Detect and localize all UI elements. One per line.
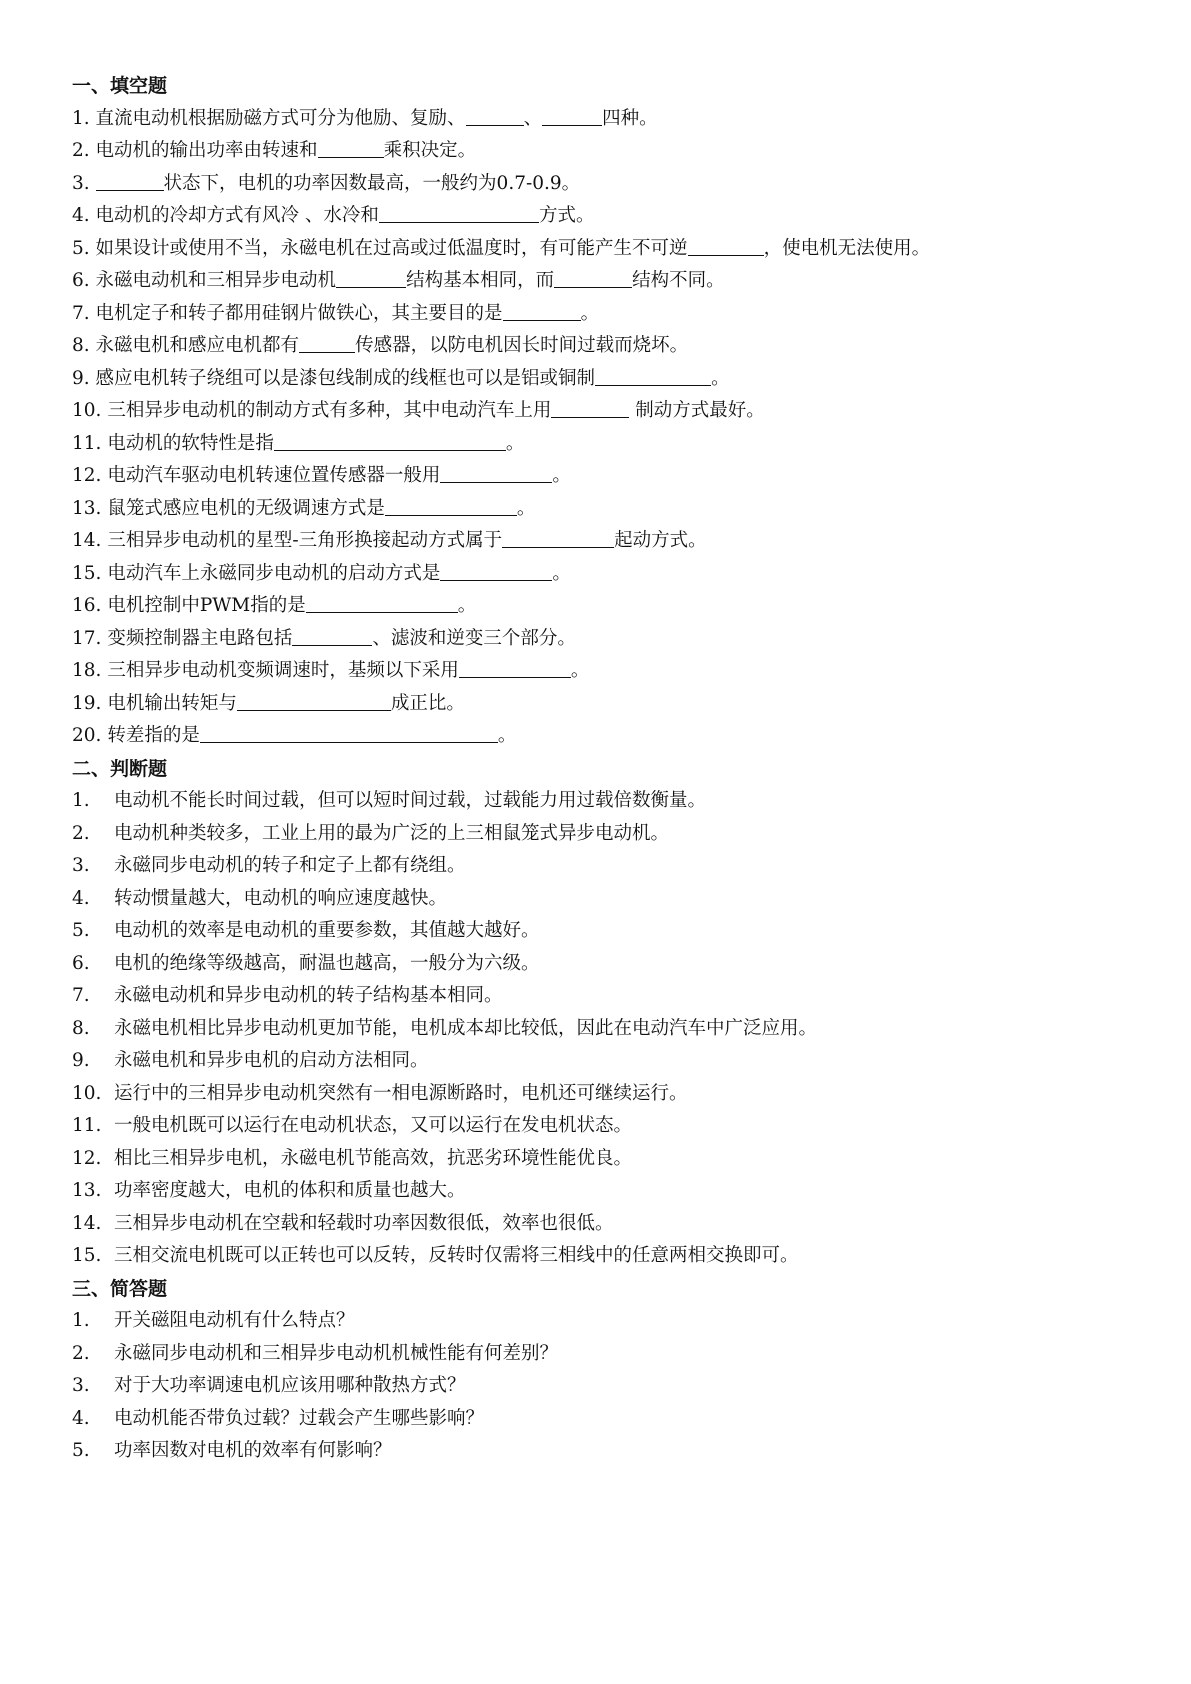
sa-item-1 xyxy=(72,1305,1152,1338)
answer-blank[interactable] xyxy=(554,268,632,288)
item-text: 。 xyxy=(552,465,571,486)
fill-item-9 xyxy=(72,363,1152,396)
fill-item-6 xyxy=(72,265,1152,298)
item-text: ，使电机无法使用。 xyxy=(763,237,931,259)
item-text: 起动方式。 xyxy=(614,530,707,551)
sa-item-5 xyxy=(72,1435,1152,1468)
fill-in-list xyxy=(72,103,1152,753)
answer-blank[interactable] xyxy=(459,658,571,678)
item-text: 电动汽车上永磁同步电动机的启动方式是 xyxy=(107,562,441,584)
item-text: 乘积决定。 xyxy=(383,140,477,161)
item-text: 状态下，电机的功率因数最高，一般约为0.7-0.9。 xyxy=(163,172,581,194)
item-text: 开关磁阻电动机有什么特点？ xyxy=(114,1310,355,1331)
item-text: 。 xyxy=(505,432,525,454)
answer-blank[interactable] xyxy=(237,691,391,711)
item-text: 功率密度越大，电机的体积和质量也越大。 xyxy=(114,1180,466,1201)
answer-blank[interactable] xyxy=(379,203,539,223)
exam-page xyxy=(72,70,1152,1468)
answer-blank[interactable] xyxy=(466,106,524,126)
tf-item-3 xyxy=(72,850,1152,883)
item-number: 1. xyxy=(72,1310,90,1331)
tf-item-11 xyxy=(72,1110,1152,1143)
item-text: 相比三相异步电机，永磁电机节能高效，抗恶劣环境性能优良。 xyxy=(114,1147,633,1169)
item-number: 2. xyxy=(72,822,90,844)
item-number: 6. xyxy=(72,952,90,974)
item-number: 1. xyxy=(72,107,90,129)
fill-item-7 xyxy=(72,298,1152,331)
answer-blank[interactable] xyxy=(551,398,629,418)
answer-blank[interactable] xyxy=(274,431,506,451)
item-number: 6. xyxy=(72,270,90,291)
item-text: 三相异步电动机变频调速时，基频以下采用 xyxy=(107,660,459,681)
item-text: 成正比。 xyxy=(390,692,465,714)
item-text: 。 xyxy=(711,367,730,389)
item-text: 三相异步电动机在空载和轻载时功率因数很低，效率也很低。 xyxy=(114,1212,614,1234)
tf-item-5 xyxy=(72,915,1152,948)
fill-item-11 xyxy=(72,428,1152,461)
tf-item-9 xyxy=(72,1045,1152,1078)
item-text: 电动机能否带负过载？过载会产生哪些影响？ xyxy=(114,1407,485,1429)
fill-item-13 xyxy=(72,493,1152,526)
tf-item-4 xyxy=(72,883,1152,916)
item-text: 。 xyxy=(457,595,477,616)
item-number: 14. xyxy=(72,530,102,551)
answer-blank[interactable] xyxy=(595,366,711,386)
item-text: 功率因数对电机的效率有何影响？ xyxy=(114,1440,392,1461)
item-text: 永磁同步电动机和三相异步电动机机械性能有何差别？ xyxy=(114,1342,559,1364)
item-number: 9. xyxy=(72,367,90,389)
answer-blank[interactable] xyxy=(503,301,581,321)
answer-blank[interactable] xyxy=(440,561,552,581)
fill-item-14 xyxy=(72,525,1152,558)
item-text: 对于大功率调速电机应该用哪种散热方式？ xyxy=(114,1375,466,1396)
sa-item-2 xyxy=(72,1338,1152,1371)
item-text: 三相交流电机既可以正转也可以反转，反转时仅需将三相线中的任意两相交换即可。 xyxy=(114,1245,799,1266)
item-text: 电机的绝缘等级越高，耐温也越高，一般分为六级。 xyxy=(114,952,540,974)
item-number: 5. xyxy=(72,920,90,941)
item-text: 直流电动机根据励磁方式可分为他励、复励、 xyxy=(95,107,466,129)
fill-item-16 xyxy=(72,590,1152,623)
fill-item-12 xyxy=(72,460,1152,493)
item-text: 结构基本相同，而 xyxy=(406,270,555,291)
tf-item-7 xyxy=(72,980,1152,1013)
fill-item-15 xyxy=(72,558,1152,591)
item-number: 12. xyxy=(72,465,102,486)
item-text: 如果设计或使用不当，永磁电机在过高或过低温度时，有可能产生不可逆 xyxy=(95,237,688,259)
item-number: 2. xyxy=(72,1342,90,1364)
item-text: 鼠笼式感应电机的无级调速方式是 xyxy=(107,497,385,519)
fill-item-19 xyxy=(72,688,1152,721)
item-text: 。 xyxy=(570,660,590,681)
tf-item-14 xyxy=(72,1208,1152,1241)
item-number: 13. xyxy=(72,1180,102,1201)
fill-item-1 xyxy=(72,103,1152,136)
item-text: 、滤波和逆变三个部分。 xyxy=(372,627,576,649)
item-number: 20. xyxy=(72,725,102,746)
section-title-fill: 一、填空题 xyxy=(72,75,168,97)
fill-item-2 xyxy=(72,135,1152,168)
tf-item-13 xyxy=(72,1175,1152,1208)
item-text: 电动汽车驱动电机转速位置传感器一般用 xyxy=(107,465,441,486)
item-text: 四种。 xyxy=(602,107,658,129)
answer-blank[interactable] xyxy=(299,333,355,353)
section-title-true-false: 二、判断题 xyxy=(72,757,168,780)
item-text: 一般电机既可以运行在电动机状态，又可以运行在发电机状态。 xyxy=(114,1115,633,1136)
tf-item-6 xyxy=(72,948,1152,981)
fill-item-20 xyxy=(72,720,1152,753)
item-number: 2. xyxy=(72,140,90,161)
tf-item-15 xyxy=(72,1240,1152,1273)
item-number: 17. xyxy=(72,627,102,649)
item-text: 永磁同步电动机的转子和定子上都有绕组。 xyxy=(114,855,466,876)
fill-item-5 xyxy=(72,233,1152,266)
item-number: 7. xyxy=(72,302,90,324)
item-text: 运行中的三相异步电动机突然有一相电源断路时，电机还可继续运行。 xyxy=(114,1082,688,1104)
item-number: 15. xyxy=(72,1245,102,1266)
sa-item-3 xyxy=(72,1370,1152,1403)
item-text: 三相异步电动机的制动方式有多种，其中电动汽车上用 xyxy=(107,400,552,421)
item-number: 3. xyxy=(72,855,90,876)
item-text: 电动机的软特性是指 xyxy=(107,432,274,454)
answer-blank[interactable] xyxy=(336,268,406,288)
fill-item-4 xyxy=(72,200,1152,233)
item-number: 5. xyxy=(72,1440,90,1461)
tf-item-8 xyxy=(72,1013,1152,1046)
item-text: 方式。 xyxy=(538,205,595,226)
item-number: 11. xyxy=(72,1115,102,1136)
item-number: 8. xyxy=(72,1017,90,1039)
answer-blank[interactable] xyxy=(542,106,602,126)
item-number: 10. xyxy=(72,400,102,421)
item-number: 4. xyxy=(72,205,90,226)
item-text: 转差指的是 xyxy=(107,725,200,746)
item-text: 变频控制器主电路包括 xyxy=(107,627,293,649)
item-text: 三相异步电动机的星型-三角形换接起动方式属于 xyxy=(107,530,503,551)
item-text: 传感器，以防电机因长时间过载而烧坏。 xyxy=(355,335,689,356)
item-number: 15. xyxy=(72,562,102,584)
item-number: 13. xyxy=(72,497,102,519)
item-text: 电机控制中PWM指的是 xyxy=(107,595,306,616)
item-text: 。 xyxy=(497,725,517,746)
item-text: 电动机种类较多，工业上用的最为广泛的上三相鼠笼式异步电动机。 xyxy=(114,822,670,844)
fill-item-3 xyxy=(72,168,1152,201)
fill-item-17 xyxy=(72,623,1152,656)
item-text: 感应电机转子绕组可以是漆包线制成的线框也可以是铝或铜制 xyxy=(95,367,596,389)
answer-blank[interactable] xyxy=(440,463,552,483)
item-text: 电动机的输出功率由转速和 xyxy=(95,140,318,161)
item-number: 4. xyxy=(72,1407,90,1429)
item-text: 电动机的冷却方式有风冷 、水冷和 xyxy=(95,205,379,226)
true-false-list xyxy=(72,785,1152,1273)
item-text: 电动机不能长时间过载，但可以短时间过载，过载能力用过载倍数衡量。 xyxy=(114,790,707,811)
item-number: 12. xyxy=(72,1147,102,1169)
tf-item-12 xyxy=(72,1143,1152,1176)
tf-item-2 xyxy=(72,818,1152,851)
answer-blank[interactable] xyxy=(292,626,372,646)
item-text: 电机输出转矩与 xyxy=(107,692,237,714)
item-text: 电机定子和转子都用硅钢片做铁心，其主要目的是 xyxy=(95,302,503,324)
sa-item-4 xyxy=(72,1403,1152,1436)
answer-blank[interactable] xyxy=(688,236,764,256)
item-text: 、 xyxy=(523,107,543,129)
item-text: 永磁电机和感应电机都有 xyxy=(95,335,300,356)
item-number: 11. xyxy=(72,432,102,454)
answer-blank[interactable] xyxy=(318,138,384,158)
item-number: 5. xyxy=(72,237,90,259)
item-number: 14. xyxy=(72,1212,102,1234)
item-number: 4. xyxy=(72,887,90,909)
item-text: 结构不同。 xyxy=(632,270,725,291)
item-number: 9. xyxy=(72,1050,90,1071)
answer-blank[interactable] xyxy=(306,593,458,613)
answer-blank[interactable] xyxy=(96,171,164,191)
item-number: 3. xyxy=(72,172,90,194)
fill-item-18 xyxy=(72,655,1152,688)
item-text: 永磁电动机和三相异步电动机 xyxy=(95,270,337,291)
item-text: 。 xyxy=(516,497,536,519)
item-text: 制动方式最好。 xyxy=(629,400,765,421)
item-number: 19. xyxy=(72,692,102,714)
item-number: 10. xyxy=(72,1082,102,1104)
short-answer-list xyxy=(72,1305,1152,1468)
item-number: 3. xyxy=(72,1375,90,1396)
item-text: 永磁电动机和异步电动机的转子结构基本相同。 xyxy=(114,985,503,1006)
item-text: 永磁电机和异步电机的启动方法相同。 xyxy=(114,1050,429,1071)
answer-blank[interactable] xyxy=(502,528,614,548)
item-text: 转动惯量越大，电动机的响应速度越快。 xyxy=(114,887,448,909)
tf-item-10 xyxy=(72,1078,1152,1111)
fill-item-8 xyxy=(72,330,1152,363)
item-text: 永磁电机相比异步电动机更加节能，电机成本却比较低，因此在电动汽车中广泛应用。 xyxy=(114,1017,818,1039)
item-number: 16. xyxy=(72,595,102,616)
item-text: 电动机的效率是电动机的重要参数，其值越大越好。 xyxy=(114,920,540,941)
item-number: 18. xyxy=(72,660,102,681)
tf-item-1 xyxy=(72,785,1152,818)
item-number: 8. xyxy=(72,335,90,356)
answer-blank[interactable] xyxy=(385,496,517,516)
item-text: 。 xyxy=(552,562,571,584)
section-title-short-answer: 三、简答题 xyxy=(72,1277,168,1300)
answer-blank[interactable] xyxy=(200,723,498,743)
item-number: 1. xyxy=(72,790,90,811)
item-text: 。 xyxy=(580,302,600,324)
item-number: 7. xyxy=(72,985,90,1006)
fill-item-10 xyxy=(72,395,1152,428)
